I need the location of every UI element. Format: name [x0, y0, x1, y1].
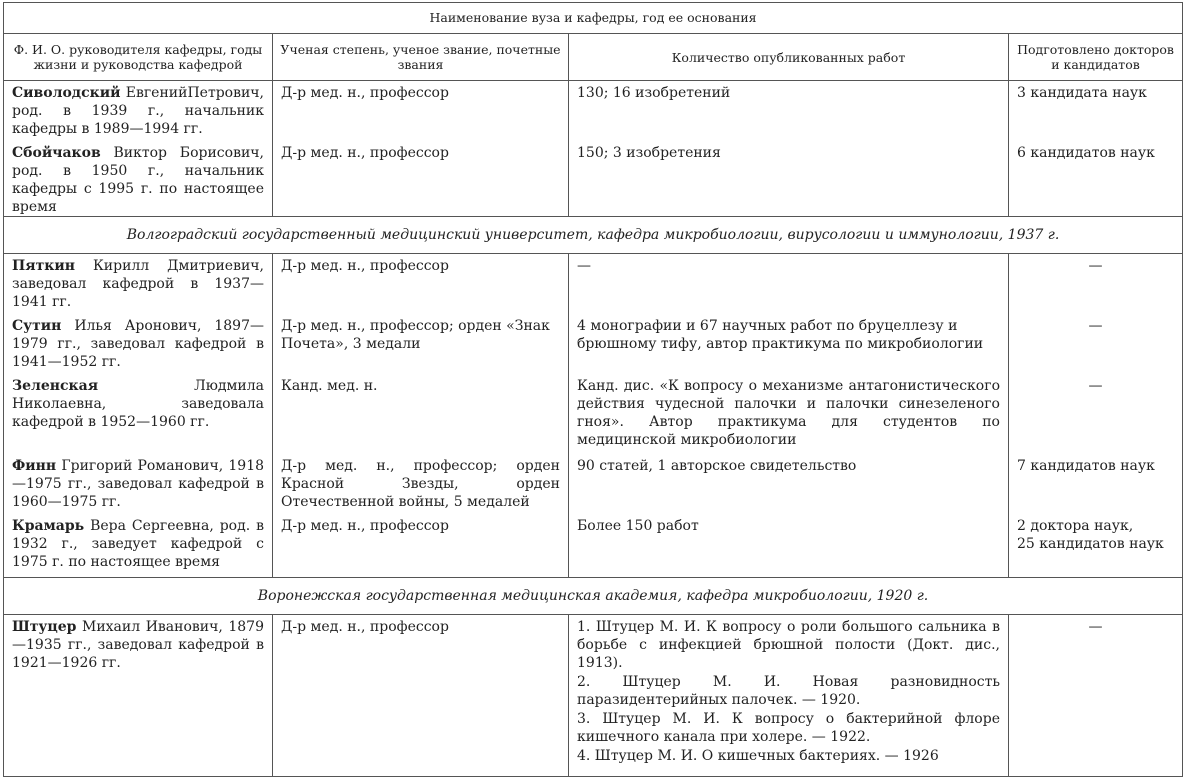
works-cell: 4 монографии и 67 научных работ по бруцеллезу и брюшному тифу, автор практикума по микробиологии — [569, 317, 1009, 377]
person-cell — [4, 517, 273, 578]
trained-doctors: 2 доктора наук, — [1017, 518, 1134, 534]
section-title-volgograd: Волгоградский государственный медицинский университет, кафедра микробиологии, вирусологии и иммунологии, 1937 г. — [4, 217, 1183, 254]
person-surname: Штуцер — [12, 619, 77, 635]
person-surname: Сутин — [12, 318, 62, 334]
works-cell: 90 статей, 1 авторское свидетельство — [569, 457, 1009, 517]
person-cell — [4, 615, 273, 777]
person-bio: Григорий Романович, 1918—1975 гг., заведовал кафедрой в 1960—1975 гг. — [12, 458, 265, 510]
person-cell — [4, 254, 273, 318]
table-row — [4, 517, 1183, 578]
header-trained: Подготовлено докторов и кандидатов — [1009, 34, 1183, 81]
person-surname: Финн — [12, 458, 57, 474]
trained-cell: — — [1009, 254, 1183, 318]
works-cell: 130; 16 изобретений — [569, 81, 1009, 145]
person-surname: Сиволодский — [12, 85, 121, 101]
person-surname: Крамарь — [12, 518, 85, 534]
header-name: Ф. И. О. руководителя кафедры, годы жизни и руководства кафедрой — [4, 34, 273, 81]
person-bio: Вера Сергеевна, род. в 1932 г., заведует кафедрой с 1975 г. по настоящее время — [12, 518, 265, 570]
publication-item: 4. Штуцер М. И. О кишечных бактериях. — 1926 — [577, 748, 939, 764]
works-cell: 150; 3 изобретения — [569, 144, 1009, 217]
degree-cell: Д-р мед. н., профессор; орден «Знак Почета», 3 медали — [273, 317, 569, 377]
table-row — [4, 144, 1183, 217]
trained-cell: 7 кандидатов наук — [1009, 457, 1183, 517]
degree-cell: Канд. мед. н. — [273, 377, 569, 457]
publication-item: 1. Штуцер М. И. К вопросу о роли большого сальника в борьбе с инфекцией брюшной полости (Докт. дис., 1913). — [577, 619, 1000, 671]
person-surname: Сбойчаков — [12, 145, 101, 161]
works-cell: — — [569, 254, 1009, 318]
degree-cell: Д-р мед. н., профессор — [273, 81, 569, 145]
trained-cell: — — [1009, 615, 1183, 777]
degree-cell: Д-р мед. н., профессор — [273, 615, 569, 777]
person-bio: Илья Аронович, 1897—1979 гг., заведовал кафедрой в 1941—1952 гг. — [12, 318, 264, 370]
person-surname: Зеленская — [12, 378, 99, 394]
person-cell — [4, 317, 273, 377]
section-title-voronezh: Воронежская государственная медицинская академия, кафедра микробиологии, 1920 г. — [4, 578, 1183, 615]
works-cell — [569, 377, 1009, 457]
degree-cell: Д-р мед. н., профессор — [273, 517, 569, 578]
degree-cell: Д-р мед. н., профессор — [273, 254, 569, 318]
works-cell — [569, 615, 1009, 777]
section-row — [4, 578, 1183, 615]
trained-cell: — — [1009, 377, 1183, 457]
publication-list — [577, 618, 1000, 765]
person-bio: ЕвгенийПетрович, род. в 1939 г., начальник кафедры в 1989—1994 гг. — [12, 85, 264, 137]
header-row — [4, 34, 1183, 81]
person-bio: Людмила Николаевна, заведовала кафедрой в 1952—1960 гг. — [12, 378, 264, 430]
person-cell — [4, 377, 273, 457]
works-cell: Более 150 работ — [569, 517, 1009, 578]
header-works: Количество опубликованных работ — [569, 34, 1009, 81]
person-cell — [4, 81, 273, 145]
trained-cell: 6 кандидатов наук — [1009, 144, 1183, 217]
trained-cell: — — [1009, 317, 1183, 377]
trained-candidates: 25 кандидатов наук — [1017, 536, 1164, 552]
table-row — [4, 615, 1183, 777]
person-cell — [4, 457, 273, 517]
person-bio: Михаил Иванович, 1879—1935 гг., заведовал кафедрой в 1921—1926 гг. — [12, 619, 264, 671]
table-row — [4, 317, 1183, 377]
table-title-row — [4, 3, 1183, 34]
section-row — [4, 217, 1183, 254]
heads-of-department-table — [3, 2, 1183, 777]
table-row — [4, 81, 1183, 145]
person-bio: Виктор Борисович, род. в 1950 г., начальник кафедры с 1995 г. по настоящее время — [12, 145, 264, 215]
works-text: Канд. дис. «К вопросу о механизме антагонистического действия чудесной палочки и палочки синезеленого гноя». Автор практикума для студентов по медицинской микробиологии — [577, 378, 1000, 448]
table-title: Наименование вуза и кафедры, год ее основания — [4, 3, 1183, 34]
trained-cell — [1009, 517, 1183, 578]
header-degree: Ученая степень, ученое звание, почетные звания — [273, 34, 569, 81]
degree-cell — [273, 457, 569, 517]
trained-cell: 3 кандидата наук — [1009, 81, 1183, 145]
publication-item: 3. Штуцер М. И. К вопросу о бактерийной флоре кишечного канала при холере. — 1922. — [577, 711, 1000, 745]
table-row — [4, 377, 1183, 457]
publication-item: 2. Штуцер М. И. Новая разновидность паразидентерийных палочек. — 1920. — [577, 674, 1000, 708]
person-surname: Пяткин — [12, 258, 75, 274]
person-cell — [4, 144, 273, 217]
person-bio: Кирилл Дмитриевич, заведовал кафедрой в 1937—1941 гг. — [12, 258, 265, 310]
degree-cell: Д-р мед. н., профессор — [273, 144, 569, 217]
degree-text: Д-р мед. н., профессор; орден Красной Звезды, орден Отечественной войны, 5 медалей — [281, 458, 560, 510]
table-row — [4, 457, 1183, 517]
table-row — [4, 254, 1183, 318]
